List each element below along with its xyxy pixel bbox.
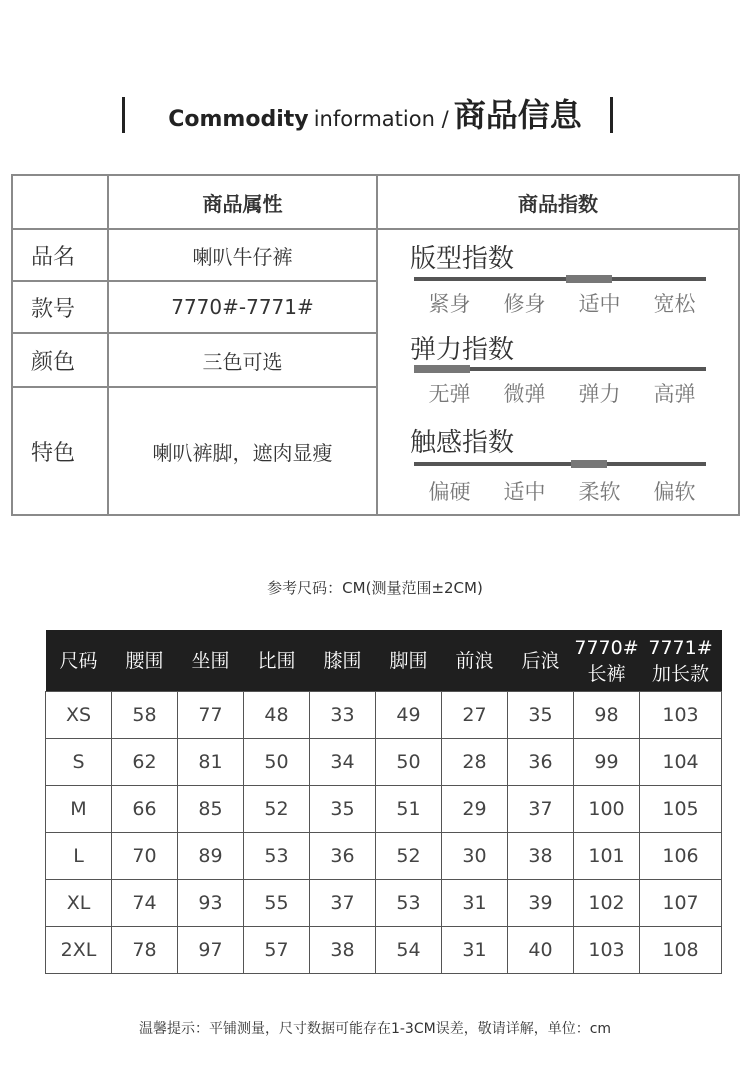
- table-cell: 98: [574, 692, 640, 739]
- table-cell: 28: [442, 739, 508, 786]
- row-value: 7770#-7771#: [171, 295, 314, 319]
- header-cell: 比围: [244, 630, 310, 692]
- table-cell: 38: [508, 833, 574, 880]
- title-bar-right: [610, 97, 613, 133]
- table-row: [46, 927, 722, 974]
- table-cell: 54: [376, 927, 442, 974]
- scale-label: 修身: [503, 292, 546, 316]
- table-cell: 29: [442, 786, 508, 833]
- table-row: [46, 880, 722, 927]
- table-cell: 70: [112, 833, 178, 880]
- index-marker: [414, 365, 470, 373]
- size-table: [45, 630, 722, 974]
- header-cell: 坐围: [178, 630, 244, 692]
- scale-label: 偏软: [653, 480, 696, 504]
- index-scale: [412, 288, 712, 318]
- table-cell: L: [46, 833, 112, 880]
- table-cell: 100: [574, 786, 640, 833]
- index-track: [414, 277, 706, 281]
- section-title: [0, 93, 750, 137]
- table-cell: 77: [178, 692, 244, 739]
- table-cell: XL: [46, 880, 112, 927]
- table-cell: 107: [640, 880, 722, 927]
- table-cell: 37: [508, 786, 574, 833]
- table-cell: 55: [244, 880, 310, 927]
- table-cell: S: [46, 739, 112, 786]
- table-cell: 93: [178, 880, 244, 927]
- row-label: 品名: [31, 244, 76, 270]
- scale-label: 高弹: [653, 382, 696, 406]
- size-table-header: [46, 630, 722, 692]
- size-note: 参考尺码：CM(测量范围±2CM): [267, 579, 483, 597]
- header-cell: 脚围: [376, 630, 442, 692]
- table-cell: 53: [244, 833, 310, 880]
- table-cell: 38: [310, 927, 376, 974]
- row-label: 款号: [31, 296, 76, 322]
- scale-label: 宽松: [653, 292, 696, 316]
- table-cell: 52: [244, 786, 310, 833]
- table-cell: 85: [178, 786, 244, 833]
- table-cell: 104: [640, 739, 722, 786]
- row-label: 颜色: [31, 349, 76, 375]
- table-cell: 106: [640, 833, 722, 880]
- table-cell: 78: [112, 927, 178, 974]
- table-cell: 31: [442, 927, 508, 974]
- table-cell: XS: [46, 692, 112, 739]
- index-track: [414, 367, 706, 371]
- table-cell: 51: [376, 786, 442, 833]
- header-cell: 腰围: [112, 630, 178, 692]
- table-cell: 66: [112, 786, 178, 833]
- table-row: [46, 833, 722, 880]
- index-title: 弹力指数: [410, 335, 515, 365]
- table-row: [46, 739, 722, 786]
- table-cell: 97: [178, 927, 244, 974]
- scale-label: 弹力: [578, 382, 621, 406]
- table-cell: 58: [112, 692, 178, 739]
- header-cell: 前浪: [442, 630, 508, 692]
- index-title: 触感指数: [410, 428, 515, 458]
- table-cell: 40: [508, 927, 574, 974]
- scale-label: 柔软: [578, 480, 621, 504]
- table-cell: 53: [376, 880, 442, 927]
- table-cell: 35: [508, 692, 574, 739]
- table-cell: 36: [310, 833, 376, 880]
- table-cell: 48: [244, 692, 310, 739]
- scale-label: 适中: [578, 292, 621, 316]
- title-en-bold: Commodity: [168, 107, 309, 132]
- header-cell: 尺码: [46, 630, 112, 692]
- table-cell: 27: [442, 692, 508, 739]
- header-cell: 膝围: [310, 630, 376, 692]
- table-cell: 105: [640, 786, 722, 833]
- table-cell: 103: [640, 692, 722, 739]
- footer-note: 温馨提示：平铺测量，尺寸数据可能存在1-3CM误差，敬请详解，单位：cm: [138, 1021, 612, 1037]
- scale-label: 适中: [503, 480, 546, 504]
- table-cell: 34: [310, 739, 376, 786]
- scale-label: 无弹: [428, 382, 471, 406]
- row-value: 喇叭裤脚，遮肉显瘦: [152, 440, 333, 465]
- header-line: 加长款: [651, 662, 709, 685]
- table-row: [46, 786, 722, 833]
- table-cell: 89: [178, 833, 244, 880]
- row-value: 喇叭牛仔裤: [192, 244, 293, 269]
- scale-label: 偏硬: [428, 480, 471, 504]
- header-line: 长裤: [587, 662, 626, 685]
- table-cell: 2XL: [46, 927, 112, 974]
- table-cell: 31: [442, 880, 508, 927]
- row-value: 三色可选: [202, 349, 283, 374]
- table-cell: 35: [310, 786, 376, 833]
- table-cell: 30: [442, 833, 508, 880]
- table-cell: 36: [508, 739, 574, 786]
- header-cell: [574, 630, 640, 692]
- table-cell: 81: [178, 739, 244, 786]
- title-text: [0, 93, 750, 143]
- table-cell: 37: [310, 880, 376, 927]
- table-cell: M: [46, 786, 112, 833]
- table-cell: 57: [244, 927, 310, 974]
- title-en: information /: [313, 107, 449, 131]
- scale-label: 紧身: [428, 292, 471, 316]
- table-row: [46, 692, 722, 739]
- table-cell: 33: [310, 692, 376, 739]
- table-cell: 108: [640, 927, 722, 974]
- header-cell: [640, 630, 722, 692]
- table-cell: 39: [508, 880, 574, 927]
- table-cell: 99: [574, 739, 640, 786]
- header-line: 7771#: [648, 636, 713, 659]
- index-scale: [412, 476, 712, 506]
- table-cell: 50: [376, 739, 442, 786]
- index-title: 版型指数: [410, 244, 515, 274]
- attr-header: 商品属性: [202, 191, 283, 216]
- table-cell: 103: [574, 927, 640, 974]
- table-cell: 74: [112, 880, 178, 927]
- index-marker: [571, 460, 607, 468]
- table-cell: 62: [112, 739, 178, 786]
- index-track: [414, 462, 706, 466]
- table-cell: 49: [376, 692, 442, 739]
- header-line: 7770#: [574, 636, 639, 659]
- index-header: 商品指数: [518, 191, 598, 216]
- index-marker: [566, 275, 612, 283]
- index-scale: [412, 378, 712, 408]
- table-cell: 101: [574, 833, 640, 880]
- table-cell: 50: [244, 739, 310, 786]
- scale-label: 微弹: [503, 382, 546, 406]
- table-cell: 52: [376, 833, 442, 880]
- table-cell: 102: [574, 880, 640, 927]
- header-cell: 后浪: [508, 630, 574, 692]
- row-label: 特色: [31, 440, 76, 466]
- title-cn: 商品信息: [453, 96, 582, 134]
